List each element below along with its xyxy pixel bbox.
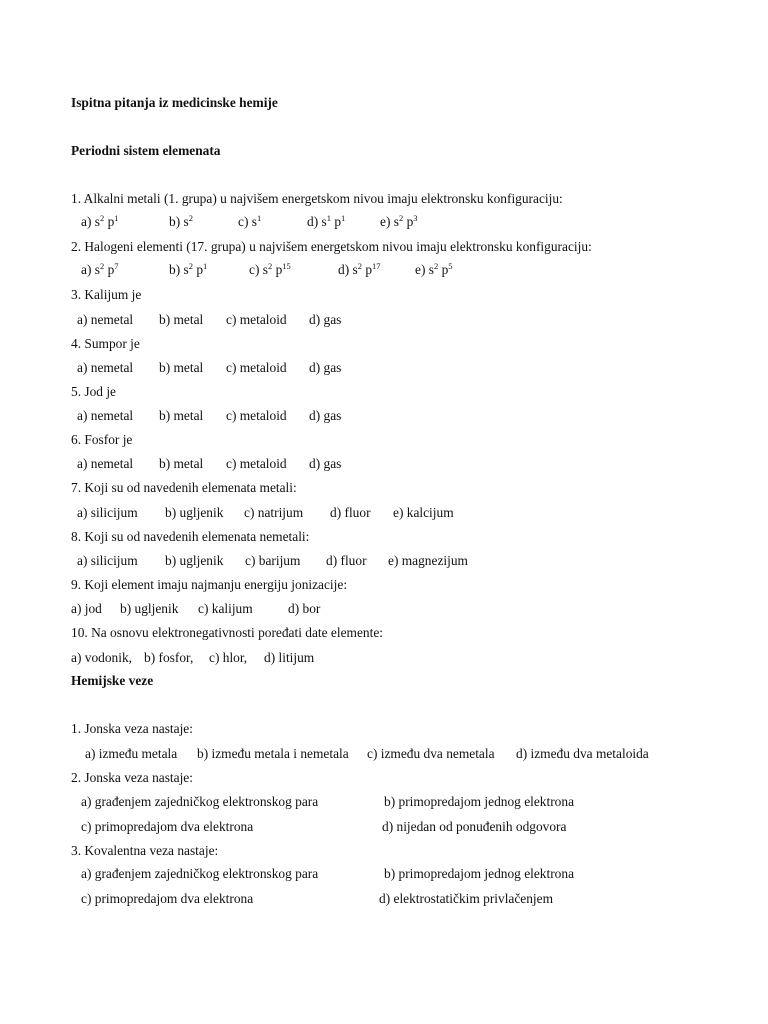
superscript: 2 xyxy=(99,213,105,223)
option-d: d) gas xyxy=(309,408,342,423)
option-a: a) nemetal xyxy=(77,312,134,327)
option-config: a) $s^2$ $p^7$ xyxy=(81,261,119,277)
option-b: b) između metala i nemetala xyxy=(197,746,349,761)
option-b: b) metal xyxy=(159,456,204,471)
s2-question-2-options-row1 xyxy=(71,794,711,810)
option-a: a) nemetal xyxy=(77,360,134,375)
option-config: d) $s^2$ $p^{17}$ xyxy=(338,261,381,277)
option-config: c) $s^2$ $p^{15}$ xyxy=(249,261,291,277)
option-e: e) kalcijum xyxy=(393,505,454,520)
superscript: 7 xyxy=(114,261,119,271)
option-c: c) hlor, xyxy=(209,650,248,665)
option-b: b) primopredajom jednog elektrona xyxy=(384,866,575,881)
section-heading-periodni: Periodni sistem elemenata xyxy=(71,143,221,158)
option-config: a) $s^2$ $p^1$ xyxy=(81,213,119,229)
superscript: 2 xyxy=(398,213,404,223)
option-a: a) nemetal xyxy=(77,456,134,471)
question-3-text: 3. Kalijum je xyxy=(71,287,142,302)
option-c: c) metaloid xyxy=(226,456,287,471)
question-10-options xyxy=(71,650,471,666)
question-3-options xyxy=(71,312,471,328)
option-d: d) bor xyxy=(288,601,321,616)
superscript: 5 xyxy=(448,261,453,271)
s2-question-2-text: 2. Jonska veza nastaje: xyxy=(71,770,193,785)
question-2-options xyxy=(71,262,731,278)
question-8-text: 8. Koji su od navedenih elemenata nemetali: xyxy=(71,529,310,544)
option-d: d) elektrostatičkim privlačenjem xyxy=(379,891,554,906)
s2-question-2-options-row2 xyxy=(71,819,711,835)
option-d: d) između dva metaloida xyxy=(516,746,649,761)
superscript: 3 xyxy=(413,213,418,223)
question-10-text: 10. Na osnovu elektronegativnosti poređati date elemente: xyxy=(71,625,383,640)
option-a: a) vodonik, xyxy=(71,650,132,665)
superscript: 1 xyxy=(114,213,119,223)
question-6-text: 6. Fosfor je xyxy=(71,432,133,447)
option-a: a) građenjem zajedničkog elektronskog para xyxy=(81,794,319,809)
option-config: b) $s^2$ $p^1$ xyxy=(169,261,208,277)
question-1-text: 1. Alkalni metali (1. grupa) u najvišem energetskom nivou imaju elektronsku konfiguraciju: xyxy=(71,191,563,206)
s2-question-3-options-row2 xyxy=(71,891,711,907)
section-heading-hemijske-veze: Hemijske veze xyxy=(71,673,154,688)
s2-question-3-options-row1 xyxy=(71,866,711,882)
superscript: 2 xyxy=(357,261,362,271)
option-a: a) silicijum xyxy=(77,553,138,568)
s2-question-1-text: 1. Jonska veza nastaje: xyxy=(71,721,193,736)
superscript: 2 xyxy=(433,261,439,271)
option-d: d) gas xyxy=(309,456,342,471)
option-c: c) metaloid xyxy=(226,408,287,423)
option-a: a) jod xyxy=(71,601,102,616)
question-4-text: 4. Sumpor je xyxy=(71,336,140,351)
option-d: d) gas xyxy=(309,312,342,327)
option-c: c) barijum xyxy=(245,553,301,568)
question-2-text: 2. Halogeni elementi (17. grupa) u najvišem energetskom nivou imaju elektronsku konfiguraciju: xyxy=(71,239,592,254)
option-a: a) između metala xyxy=(85,746,178,761)
superscript: 1 xyxy=(341,213,346,223)
s2-question-3-text: 3. Kovalentna veza nastaje: xyxy=(71,843,219,858)
superscript: 1 xyxy=(256,213,262,223)
option-b: b) metal xyxy=(159,360,204,375)
option-b: b) metal xyxy=(159,312,204,327)
question-9-text: 9. Koji element imaju najmanju energiju jonizacije: xyxy=(71,577,348,592)
option-c: c) metaloid xyxy=(226,360,287,375)
superscript: 17 xyxy=(372,261,381,271)
option-config: b) $s^2$ xyxy=(169,213,193,229)
option-c: c) metaloid xyxy=(226,312,287,327)
option-b: b) ugljenik xyxy=(120,601,179,616)
option-config: e) $s^2$ $p^3$ xyxy=(380,213,418,229)
option-a: a) građenjem zajedničkog elektronskog para xyxy=(81,866,319,881)
option-b: b) primopredajom jednog elektrona xyxy=(384,794,575,809)
option-d: d) gas xyxy=(309,360,342,375)
option-a: a) silicijum xyxy=(77,505,138,520)
superscript: 2 xyxy=(188,213,193,223)
superscript: 1 xyxy=(326,213,331,223)
option-c: c) kalijum xyxy=(198,601,253,616)
option-d: d) litijum xyxy=(264,650,315,665)
document-title: Ispitna pitanja iz medicinske hemije xyxy=(71,95,278,110)
question-5-options xyxy=(71,408,471,424)
option-d: d) fluor xyxy=(326,553,367,568)
option-b: b) ugljenik xyxy=(165,553,224,568)
option-d: d) nijedan od ponuđenih odgovora xyxy=(382,819,567,834)
superscript: 2 xyxy=(267,261,273,271)
option-b: b) fosfor, xyxy=(144,650,194,665)
option-c: c) primopredajom dva elektrona xyxy=(81,819,254,834)
question-5-text: 5. Jod je xyxy=(71,384,117,399)
option-c: c) natrijum xyxy=(244,505,304,520)
option-b: b) ugljenik xyxy=(165,505,224,520)
question-9-options xyxy=(71,601,471,617)
option-d: d) fluor xyxy=(330,505,371,520)
option-c: c) između dva nemetala xyxy=(367,746,495,761)
option-c: c) primopredajom dva elektrona xyxy=(81,891,254,906)
question-6-options xyxy=(71,456,471,472)
s2-question-1-options xyxy=(71,746,711,762)
question-7-options xyxy=(71,505,571,521)
question-8-options xyxy=(71,553,571,569)
superscript: 15 xyxy=(282,261,291,271)
superscript: 2 xyxy=(188,261,193,271)
superscript: 1 xyxy=(203,261,208,271)
question-7-text: 7. Koji su od navedenih elemenata metali: xyxy=(71,480,297,495)
superscript: 2 xyxy=(99,261,105,271)
option-e: e) magnezijum xyxy=(388,553,468,568)
option-config: d) $s^1$ $p^1$ xyxy=(307,213,346,229)
option-b: b) metal xyxy=(159,408,204,423)
question-4-options xyxy=(71,360,471,376)
option-a: a) nemetal xyxy=(77,408,134,423)
option-config: c) $s^1$ xyxy=(238,213,262,229)
option-config: e) $s^2$ $p^5$ xyxy=(415,261,453,277)
question-1-options xyxy=(71,214,731,230)
